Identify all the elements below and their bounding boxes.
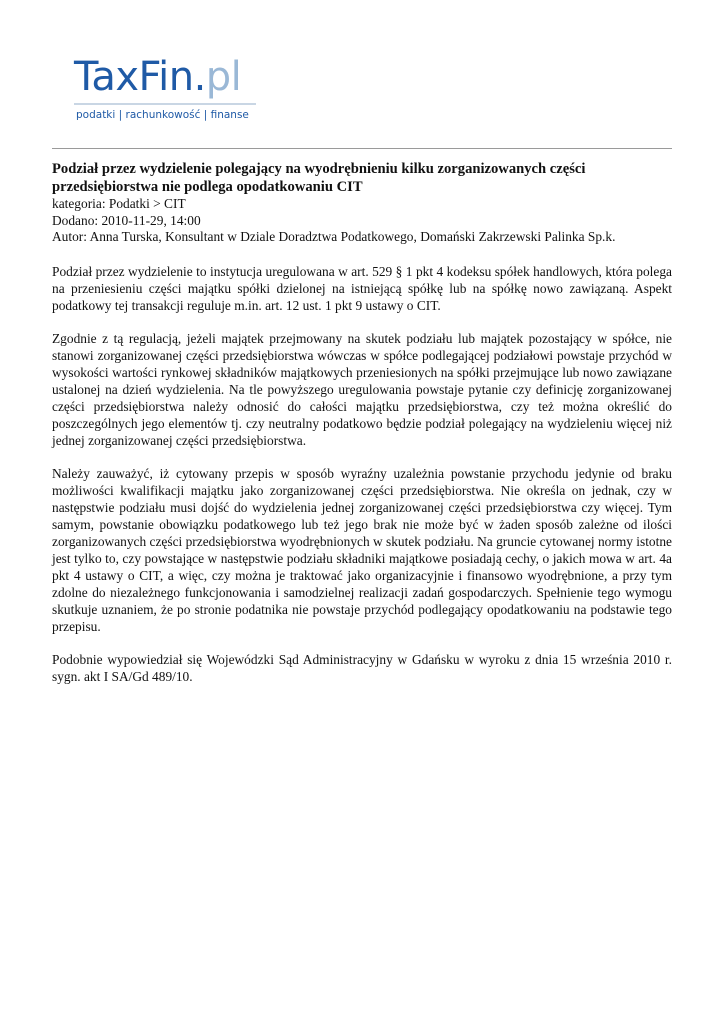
- article: [52, 160, 672, 685]
- article-category: kategoria: Podatki > CIT: [52, 196, 186, 211]
- logo-tld: pl: [205, 54, 242, 100]
- header-divider: [52, 148, 672, 149]
- article-paragraph: Należy zauważyć, iż cytowany przepis w sposób wyraźny uzależnia powstanie przychodu jedynie od braku możliwości kwalifikacji majątku jako zorganizowanej części przedsiębiorstwa. Nie określa on jednak, czy w następstwie podziału musi dojść do wydzielenia jednej zorganizowanej części przedsiębiorstwa czy więcej. Tym samym, powstanie obowiązku podatkowego lub też jego brak nie może być w żaden sposób zależne od ilości zorganizowanych części przedsiębiorstwa wyodrębnionych w skutek podziału. Na gruncie cytowanej normy istotne jest tylko to, czy powstające w następstwie podziału składniki majątkowe posiadają cechy, o jakich mowa w art. 4a pkt 4 ustawy o CIT, a więc, czy można je traktować jako organizacyjnie i finansowo wyodrębnione, a przy tym zdolne do niezależnego funkcjonowania i samodzielnej realizacji zadań gospodarczych. Spełnienie tego wymogu skutkuje uznaniem, że po stronie podatnika nie powstaje przychód podlegający opodatkowaniu na podstawie tego przepisu.: [52, 465, 672, 634]
- article-date: Dodano: 2010-11-29, 14:00: [52, 212, 201, 228]
- logo-tagline: podatki | rachunkowość | finanse: [76, 109, 249, 121]
- article-paragraph: Podobnie wypowiedział się Wojewódzki Sąd Administracyjny w Gdańsku w wyroku z dnia 15 września 2010 r. sygn. akt I SA/Gd 489/10.: [52, 651, 672, 684]
- logo-brand: TaxFin: [74, 54, 194, 100]
- article-title: Podział przez wydzielenie polegający na wyodrębnieniu kilku zorganizowanych części przedsiębiorstwa nie podlega opodatkowaniu CIT: [52, 161, 586, 195]
- logo-underline: [74, 103, 256, 105]
- logo-dot: .: [193, 54, 206, 100]
- taxfin-logo: [74, 53, 264, 133]
- article-author: Autor: Anna Turska, Konsultant w Dziale Doradztwa Podatkowego, Domański Zakrzewski Palinka Sp.k.: [52, 229, 616, 244]
- article-paragraph: Zgodnie z tą regulacją, jeżeli majątek przejmowany na skutek podziału lub majątek pozostający w spółce, nie stanowi zorganizowanej części przedsiębiorstwa wówczas w spółce podlegającej podziałowi powstaje przychód w wysokości wartości rynkowej składników majątkowych przeniesionych na spółki przejmujące lub nowo zawiązane ustalonej na dzień wydzielenia. Na tle powyższego uregulowania powstaje pytanie czy definicję zorganizowanej części przedsiębiorstwa należy odnosić do całości majątku przedsiębiorstwa, czy też można określić do poszczególnych jego elementów tj. czy neutralny podatkowo będzie podział polegający na wydzieleniu więcej niż jednej zorganizowanej części przedsiębiorstwa.: [52, 330, 672, 448]
- logo-wordmark: [74, 53, 241, 101]
- article-paragraph: Podział przez wydzielenie to instytucja uregulowana w art. 529 § 1 pkt 4 kodeksu spółek handlowych, która polega na przeniesieniu części majątku spółki dzielonej na istniejącą spółkę lub na spółkę nowo zawiązaną. Aspekt podatkowy tej transakcji reguluje m.in. art. 12 ust. 1 pkt 9 ustawy o CIT.: [52, 263, 672, 313]
